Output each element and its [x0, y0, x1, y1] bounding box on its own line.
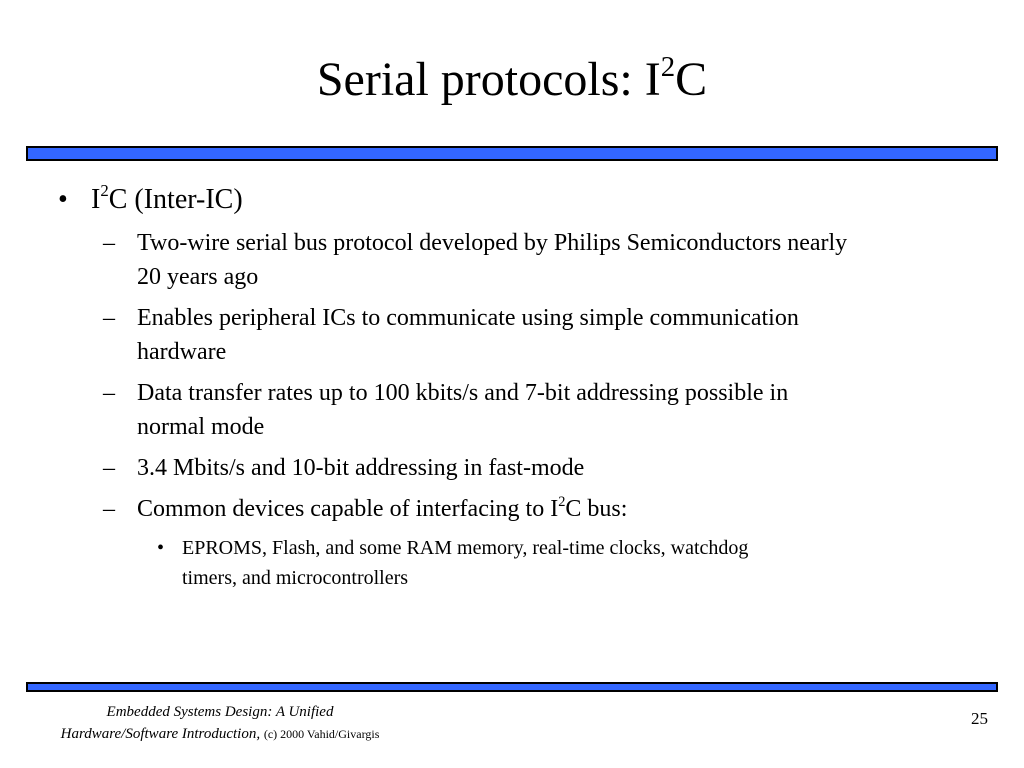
sub-bullet-text: Data transfer rates up to 100 kbits/s and 7-bit addressing possible in: [137, 380, 789, 406]
title-text-end: C: [675, 53, 708, 106]
sub-bullet-text: Enables peripheral ICs to communicate using simple communication: [137, 305, 799, 331]
main-bullet-marker: •: [58, 184, 68, 215]
subsub-bullet-text: EPROMS, Flash, and some RAM memory, real-time clocks, watchdog: [182, 537, 749, 559]
subsub-bullet-text-continued: timers, and microcontrollers: [182, 567, 409, 589]
footer-copyright: (c) 2000 Vahid/Givargis: [263, 727, 380, 741]
sub-bullet-text-continued: hardware: [137, 339, 227, 365]
sub-bullet-marker: –: [103, 230, 115, 256]
footer-book-subtitle: Hardware/Software Introduction, (c) 2000 Vahid/Givargis: [60, 726, 380, 742]
sub-bullet-text: 3.4 Mbits/s and 10-bit addressing in fast-mode: [137, 455, 585, 481]
footer-book-title: Embedded Systems Design: A Unified: [106, 704, 334, 720]
title-text: Serial protocols: I: [316, 53, 661, 106]
sub-bullet-text: Two-wire serial bus protocol developed by Philips Semiconductors nearly: [137, 230, 848, 256]
sub-bullet-marker: –: [103, 305, 115, 331]
sub-bullet-text-continued: 20 years ago: [137, 264, 259, 290]
bottom-divider-bar: [26, 682, 998, 692]
subsub-bullet-marker: •: [157, 537, 165, 559]
main-bullet-text: $I^2C$ (Inter-IC): [91, 181, 243, 215]
sub-bullet-marker: –: [103, 496, 115, 522]
sub-bullet-marker: –: [103, 380, 115, 406]
sub-bullet-text-continued: normal mode: [137, 414, 265, 440]
page-number: 25: [971, 709, 988, 728]
sub-bullet-text: Common devices capable of interfacing to $I^2C$ bus:: [137, 493, 628, 522]
sub-bullet-marker: –: [103, 455, 115, 481]
title-superscript: 2: [660, 50, 676, 83]
